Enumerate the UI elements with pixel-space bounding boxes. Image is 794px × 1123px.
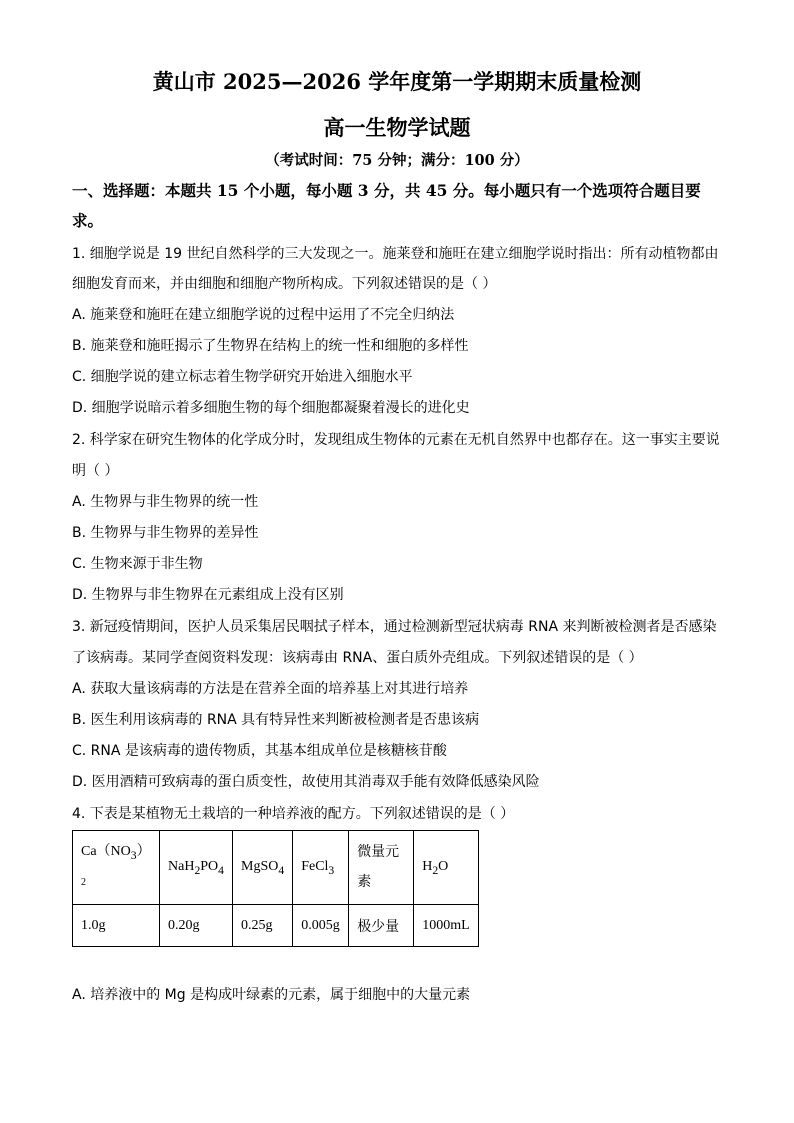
q4-option-a: A. 培养液中的 Mg 是构成叶绿素的元素，属于细胞中的大量元素	[72, 987, 471, 1003]
section-heading: 一、选择题：本题共 15 个小题，每小题 3 分，共 45 分。每小题只有一个选项符合题目要求。	[72, 181, 701, 230]
nutrient-solution-table	[72, 830, 479, 947]
value-calcium-nitrate: 1.0g	[73, 905, 160, 947]
exam-subtitle: 高一生物学试题	[323, 115, 471, 140]
header-ferric-chloride: FeCl$_3$	[293, 831, 349, 905]
value-ferric-chloride: 0.005g	[293, 905, 349, 947]
header-water: $H_2O$	[414, 831, 478, 905]
header-trace-elements: 微量元 素	[349, 831, 414, 905]
q3-option-a: A. 获取大量该病毒的方法是在营养全面的培养基上对其进行培养	[72, 681, 469, 697]
q3-stem-line1: 3. 新冠疫情期间，医护人员采集居民咽拭子样本，通过检测新型冠状病毒 RNA 来判断被检测者是否感染	[72, 619, 717, 635]
value-magnesium-sulfate: 0.25g	[233, 905, 293, 947]
table-row	[73, 905, 479, 947]
q3-stem-line2: 了该病毒。某同学查阅资料发现：该病毒由 RNA、蛋白质外壳组成。下列叙述错误的是（ ）	[72, 650, 643, 666]
exam-info: （考试时间：75 分钟；满分：100 分）	[265, 152, 529, 169]
q1-option-d: D. 细胞学说暗示着多细胞生物的每个细胞都凝聚着漫长的进化史	[72, 400, 470, 416]
q3-option-d: D. 医用酒精可致病毒的蛋白质变性，故使用其消毒双手能有效降低感染风险	[72, 774, 540, 790]
q4-stem: 4. 下表是某植物无土栽培的一种培养液的配方。下列叙述错误的是（ ）	[72, 806, 515, 822]
q1-option-c: C. 细胞学说的建立标志着生物学研究开始进入细胞水平	[72, 369, 413, 385]
q2-stem-line2: 明（ ）	[72, 463, 119, 479]
q1-option-b: B. 施莱登和施旺揭示了生物界在结构上的统一性和细胞的多样性	[72, 338, 469, 354]
exam-title: 黄山市 2025—2026 学年度第一学期期末质量检测	[152, 69, 642, 94]
q3-option-b: B. 医生利用该病毒的 RNA 具有特异性来判断被检测者是否患该病	[72, 712, 480, 728]
value-sodium-phosphate: 0.20g	[160, 905, 233, 947]
value-trace-elements: 极少量	[349, 905, 414, 947]
header-calcium-nitrate: $Ca(NO_3)$ 2	[73, 831, 160, 905]
q1-option-a: A. 施莱登和施旺在建立细胞学说的过程中运用了不完全归纳法	[72, 307, 455, 323]
header-magnesium-sulfate: MgSO$_4$	[233, 831, 293, 905]
q2-option-c: C. 生物来源于非生物	[72, 556, 203, 572]
table-header-row	[73, 831, 479, 905]
value-water: 1000mL	[414, 905, 478, 947]
header-sodium-phosphate: $NaH_2PO_4$	[160, 831, 233, 905]
q1-stem-line2: 细胞发育而来，并由细胞和细胞产物所构成。下列叙述错误的是（ ）	[72, 276, 497, 292]
q2-option-d: D. 生物界与非生物界在元素组成上没有区别	[72, 587, 344, 603]
q2-stem-line1: 2. 科学家在研究生物体的化学成分时，发现组成生物体的元素在无机自然界中也都存在。这一事实主要说	[72, 432, 720, 448]
q3-option-c: C. RNA 是该病毒的遗传物质，其基本组成单位是核糖核苷酸	[72, 743, 447, 759]
q2-option-b: B. 生物界与非生物界的差异性	[72, 525, 259, 541]
q1-stem-line1: 1. 细胞学说是 19 世纪自然科学的三大发现之一。施莱登和施旺在建立细胞学说时指出：所有动植物都由	[72, 246, 719, 262]
q2-option-a: A. 生物界与非生物界的统一性	[72, 494, 259, 510]
